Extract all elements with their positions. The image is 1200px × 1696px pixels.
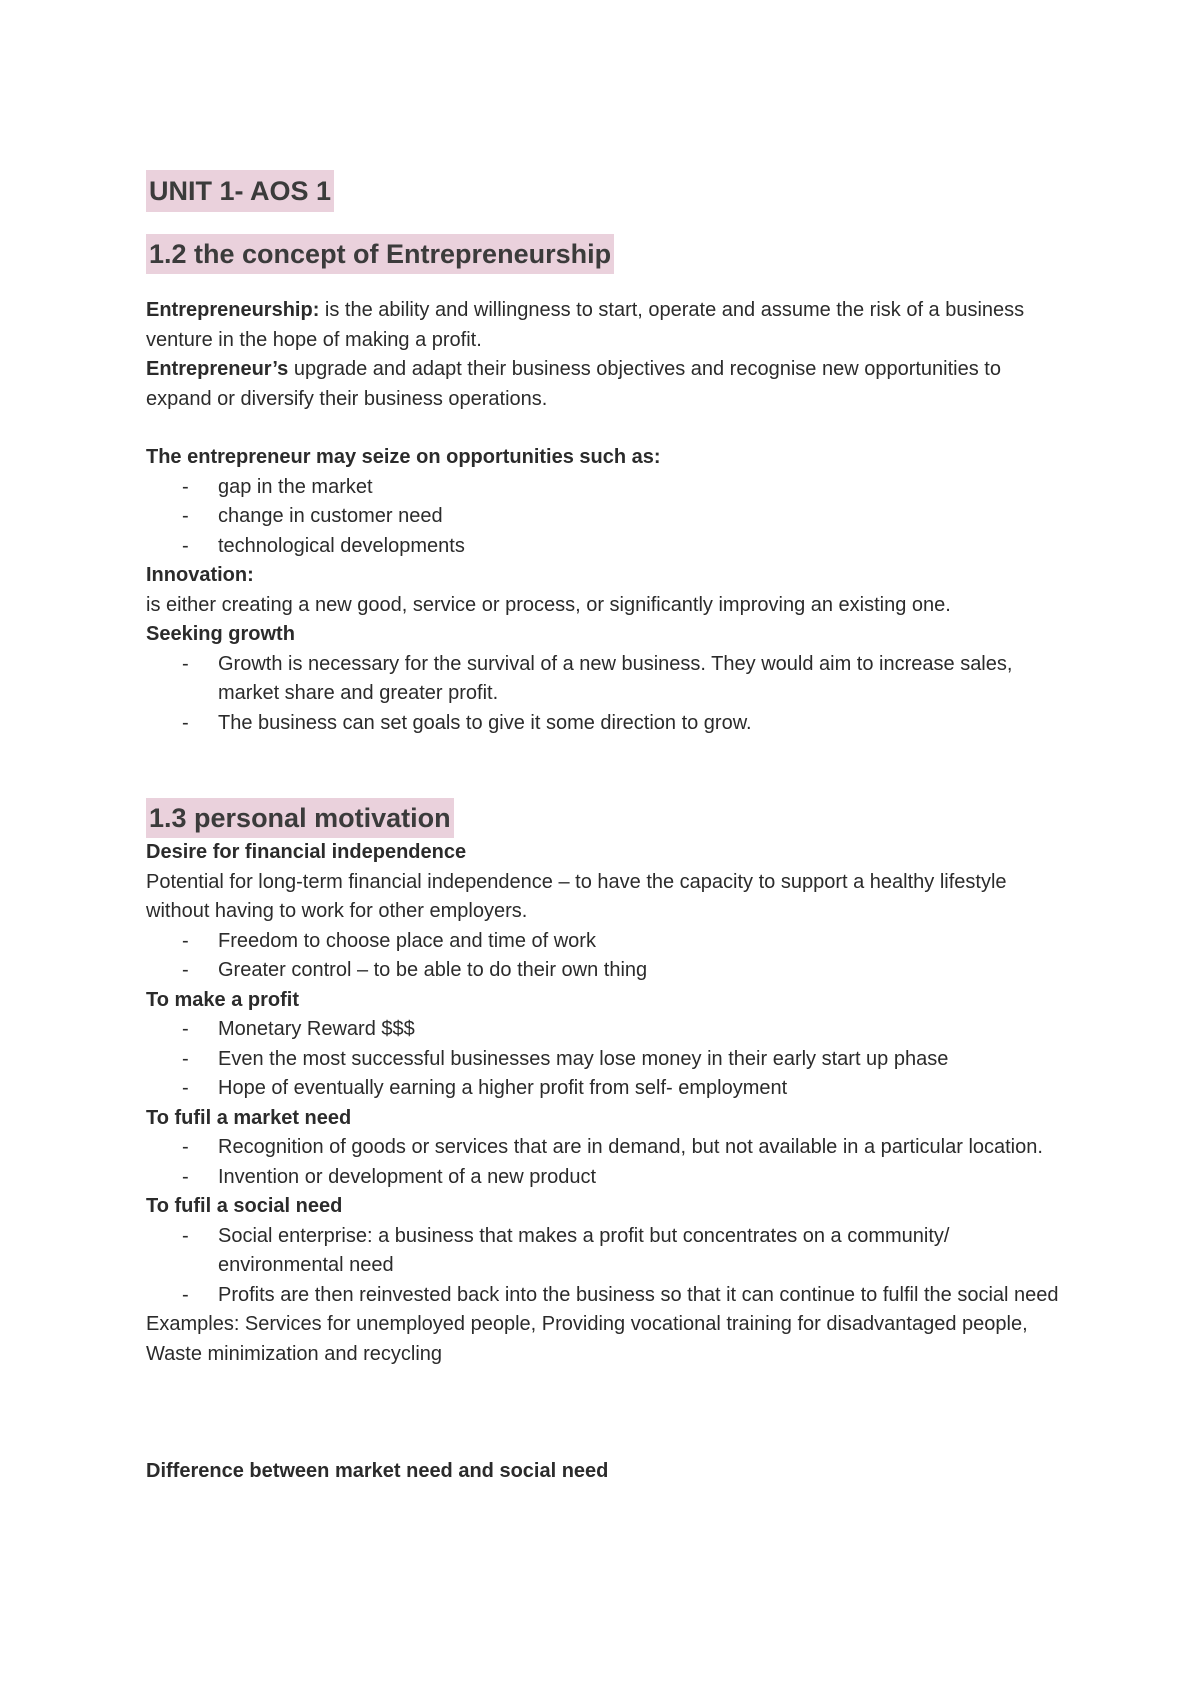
social-need-list bbox=[146, 1222, 1066, 1311]
financial-list bbox=[146, 927, 1066, 986]
section-1-3-heading: 1.3 personal motivation bbox=[146, 798, 1066, 838]
list-item: - Invention or development of a new product bbox=[182, 1165, 597, 1188]
list-item: - Freedom to choose place and time of work bbox=[182, 929, 596, 952]
list-item: - Hope of eventually earning a higher profit from self- employment bbox=[182, 1077, 788, 1099]
unit-title: UNIT 1- AOS 1 bbox=[146, 170, 1066, 212]
list-item: - Greater control – to be able to do their own thing bbox=[182, 959, 648, 981]
section-1-2-heading: 1.2 the concept of Entrepreneurship bbox=[146, 234, 1066, 274]
list-item: - Recognition of goods or services that are in demand, but not available in a particular location. bbox=[182, 1136, 1043, 1158]
market-need-list bbox=[146, 1133, 1066, 1192]
opportunities-heading: The entrepreneur may seize on opportunities such as: bbox=[146, 446, 661, 468]
profit-heading: To make a profit bbox=[146, 988, 299, 1011]
growth-heading: Seeking growth bbox=[146, 623, 295, 645]
list-item: - Even the most successful businesses may lose money in their early start up phase bbox=[182, 1047, 949, 1070]
document-page bbox=[146, 170, 1066, 1487]
list-item: - Monetary Reward $$$ bbox=[182, 1018, 415, 1040]
entrepreneurship-definition: Entrepreneurship: is the ability and willingness to start, operate and assume the risk of a business venture in the hope of making a profit. bbox=[146, 299, 1025, 351]
list-item: - The business can set goals to give it some direction to grow. bbox=[182, 711, 752, 734]
list-item: - Growth is necessary for the survival of a new business. They would aim to increase sales, market share and greater profit. bbox=[182, 652, 1013, 704]
list-item: - gap in the market bbox=[182, 475, 373, 498]
profit-list bbox=[146, 1015, 1066, 1104]
difference-heading: Difference between market need and social need bbox=[146, 1460, 609, 1482]
innovation-heading: Innovation: bbox=[146, 564, 254, 586]
list-item: - Profits are then reinvested back into the business so that it can continue to fulfil the social need bbox=[182, 1283, 1059, 1306]
entrepreneur-definition: Entrepreneur’s upgrade and adapt their business objectives and recognise new opportunities to expand or diversify their business operations. bbox=[146, 358, 1001, 410]
market-need-heading: To fufil a market need bbox=[146, 1106, 352, 1129]
examples-text: Examples: Services for unemployed people, Providing vocational training for disadvantaged people, Waste minimization and recycling bbox=[146, 1313, 1028, 1365]
list-item: - technological developments bbox=[182, 534, 465, 557]
list-item: - change in customer need bbox=[182, 505, 443, 527]
social-need-heading: To fufil a social need bbox=[146, 1195, 343, 1217]
growth-list bbox=[146, 650, 1066, 739]
financial-text: Potential for long-term financial independence – to have the capacity to support a healthy lifestyle without having to work for other employers. bbox=[146, 870, 1007, 922]
innovation-text: is either creating a new good, service or process, or significantly improving an existing one. bbox=[146, 593, 951, 616]
list-item: - Social enterprise: a business that makes a profit but concentrates on a community/ environmental need bbox=[182, 1224, 950, 1276]
opportunities-list bbox=[146, 473, 1066, 562]
financial-heading: Desire for financial independence bbox=[146, 841, 467, 863]
